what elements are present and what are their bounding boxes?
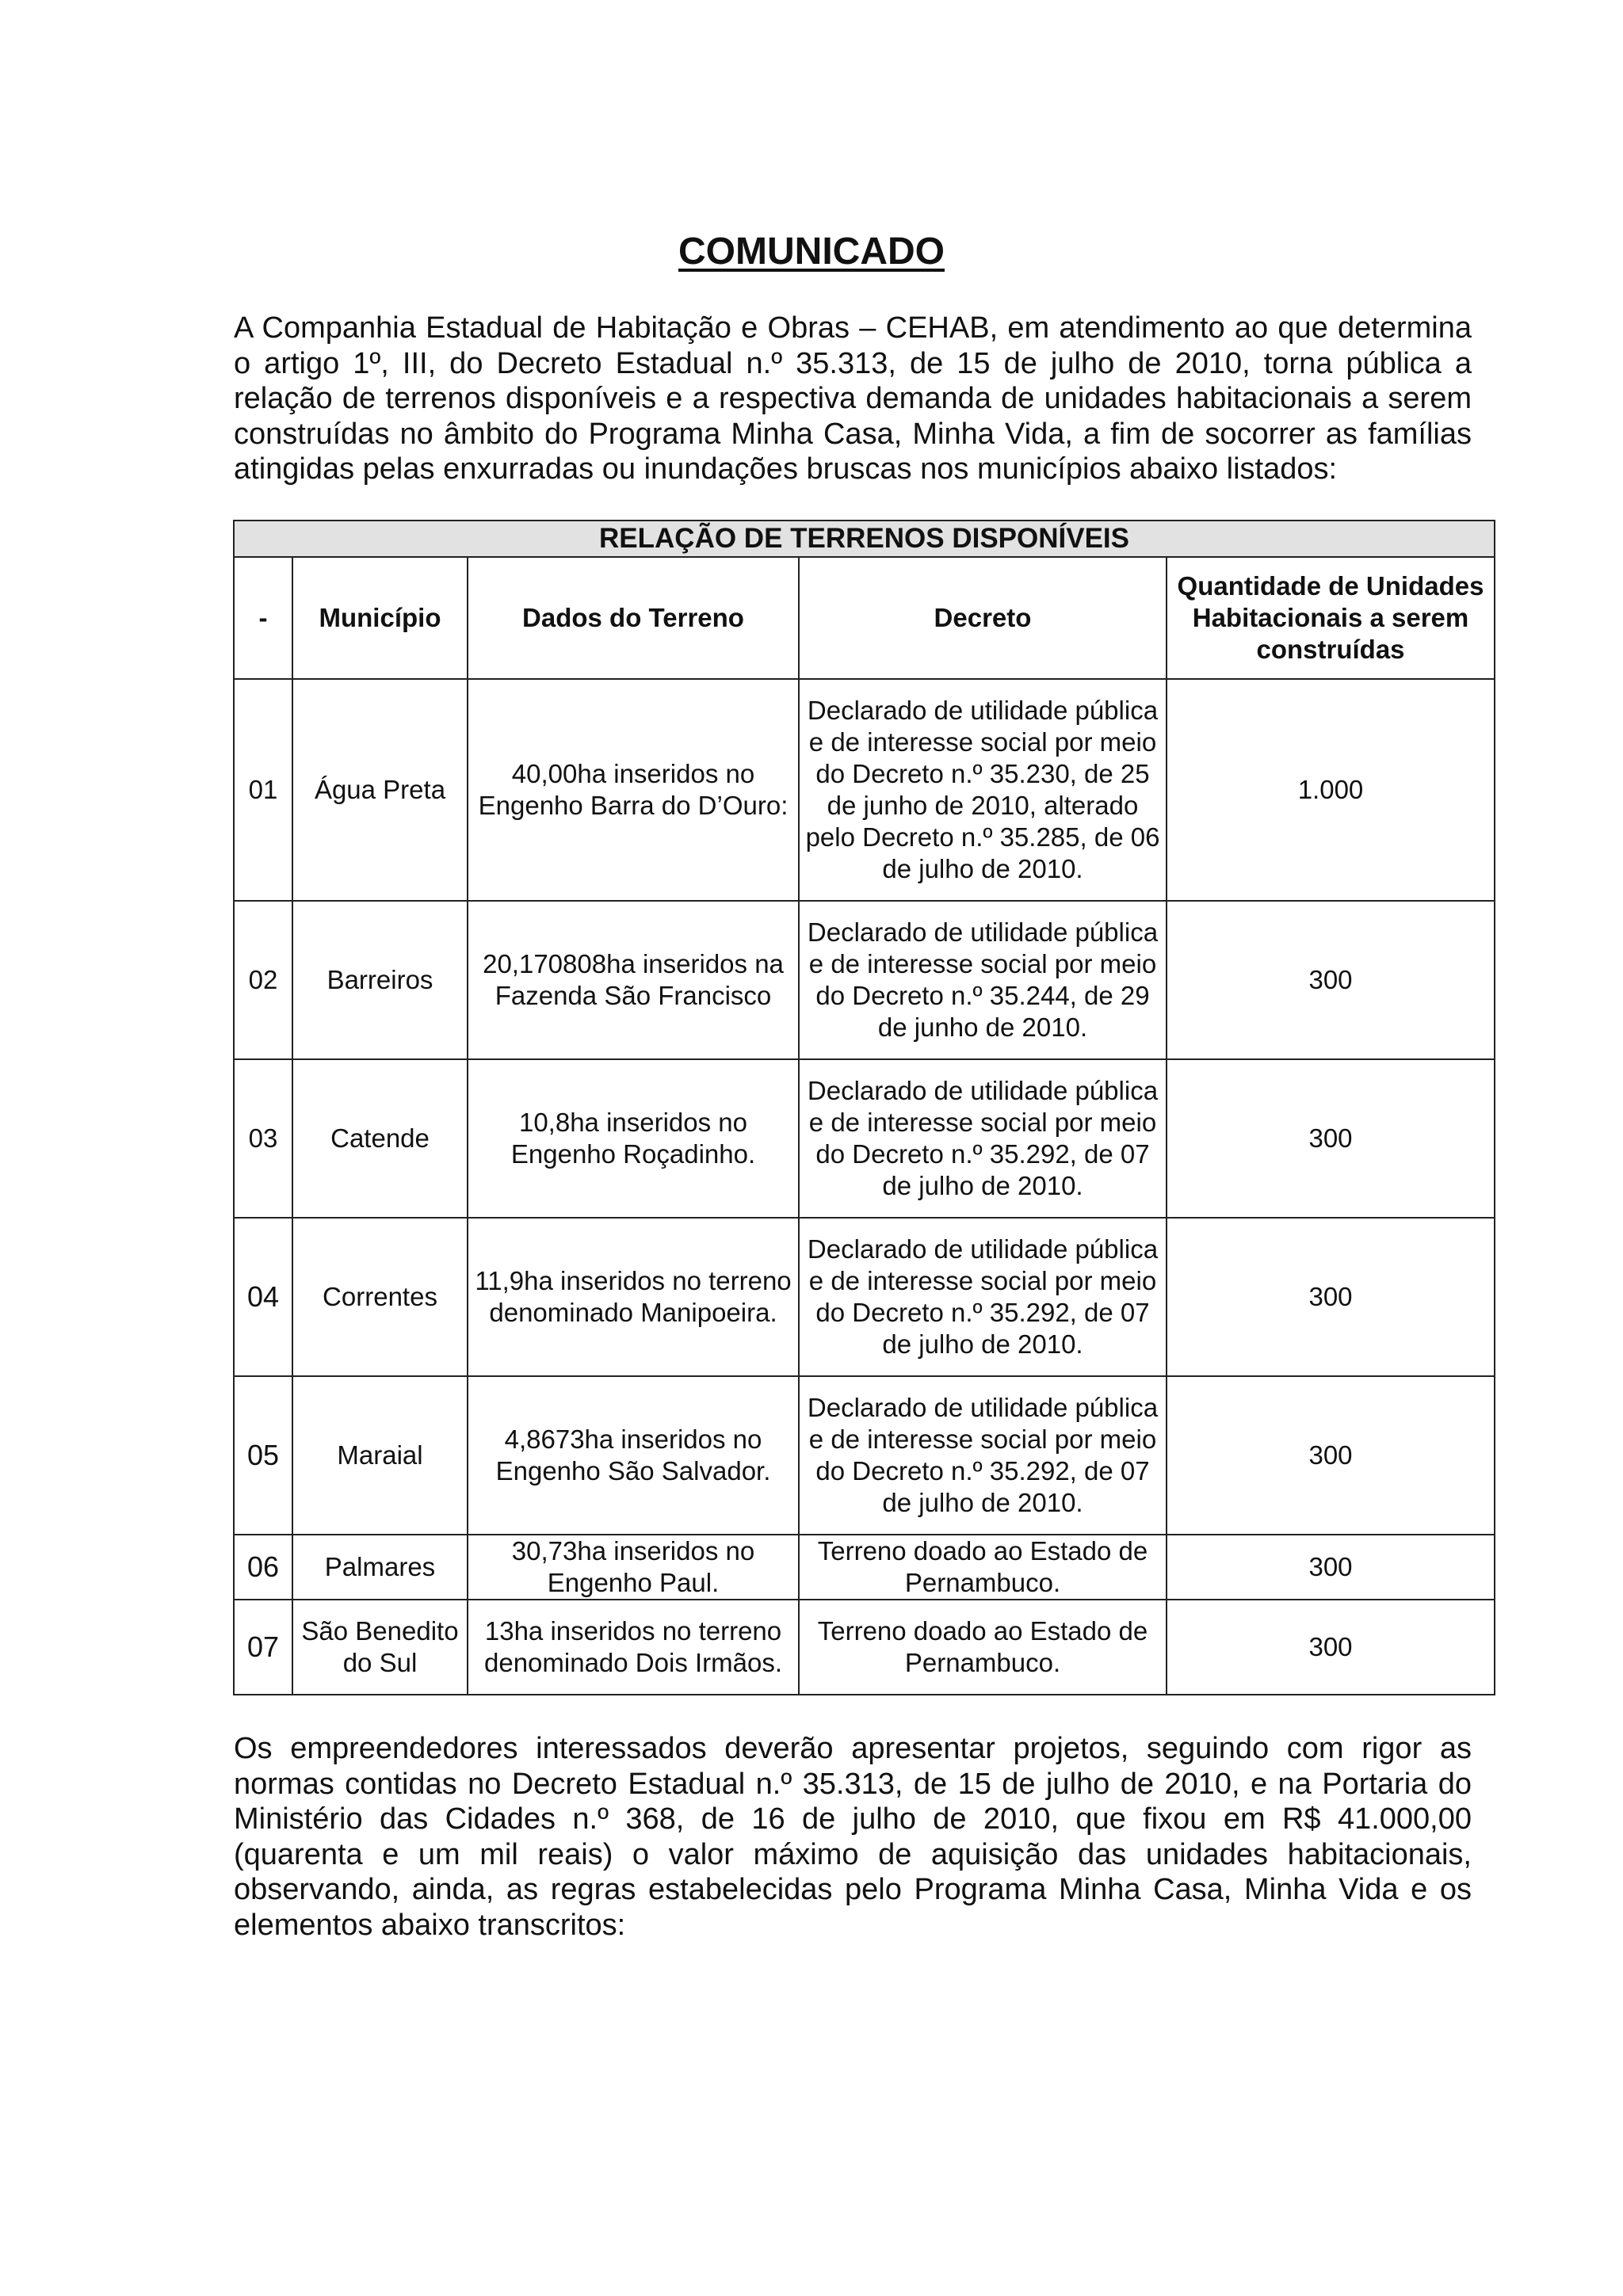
row-dados-terreno: 11,9ha inseridos no terreno denominado Manipoeira.: [468, 1218, 799, 1376]
row-number: 02: [234, 901, 292, 1059]
row-municipio: Maraial: [292, 1376, 468, 1535]
row-municipio: Água Preta: [292, 679, 468, 901]
row-dados-terreno: 4,8673ha inseridos no Engenho São Salvador.: [468, 1376, 799, 1535]
row-municipio: Barreiros: [292, 901, 468, 1059]
row-dados-terreno: 30,73ha inseridos no Engenho Paul.: [468, 1535, 799, 1600]
table-row: [234, 1600, 1495, 1695]
header-dados-terreno: Dados do Terreno: [468, 557, 799, 679]
row-quantidade: 1.000: [1167, 679, 1495, 901]
row-decreto: Declarado de utilidade pública e de interesse social por meio do Decreto n.º 35.292, de 07 de julho de 2010.: [799, 1376, 1167, 1535]
header-decreto: Decreto: [799, 557, 1167, 679]
row-quantidade: 300: [1167, 1376, 1495, 1535]
table-row: [234, 1059, 1495, 1218]
table-row: [234, 1376, 1495, 1535]
header-municipio: Município: [292, 557, 468, 679]
row-number: 01: [234, 679, 292, 901]
row-municipio: Correntes: [292, 1218, 468, 1376]
table-row: [234, 679, 1495, 901]
row-decreto: Terreno doado ao Estado de Pernambuco.: [799, 1600, 1167, 1695]
row-quantidade: 300: [1167, 1535, 1495, 1600]
row-number: 07: [234, 1600, 292, 1695]
intro-paragraph: A Companhia Estadual de Habitação e Obras – CEHAB, em atendimento ao que determina o artigo 1º, III, do Decreto Estadual n.º 35.313, de 15 de julho de 2010, torna pública a relação de terrenos disponíveis e a respectiva demanda de unidades habitacionais a serem construídas no âmbito do Programa Minha Casa, Minha Vida, a fim de socorrer as famílias atingidas pelas enxurradas ou inundações bruscas nos municípios abaixo listados:: [234, 311, 1472, 486]
row-number: 05: [234, 1376, 292, 1535]
table-row: [234, 1218, 1495, 1376]
row-quantidade: 300: [1167, 901, 1495, 1059]
header-index: -: [234, 557, 292, 679]
page-title: COMUNICADO: [678, 231, 945, 273]
row-quantidade: 300: [1167, 1218, 1495, 1376]
row-decreto: Declarado de utilidade pública e de interesse social por meio do Decreto n.º 35.244, de 29 de junho de 2010.: [799, 901, 1167, 1059]
row-dados-terreno: 20,170808ha inseridos na Fazenda São Francisco: [468, 901, 799, 1059]
table-caption: RELAÇÃO DE TERRENOS DISPONÍVEIS: [234, 521, 1495, 557]
row-dados-terreno: 10,8ha inseridos no Engenho Roçadinho.: [468, 1059, 799, 1218]
row-dados-terreno: 40,00ha inseridos no Engenho Barra do D’Ouro:: [468, 679, 799, 901]
row-dados-terreno: 13ha inseridos no terreno denominado Dois Irmãos.: [468, 1600, 799, 1695]
row-number: 03: [234, 1059, 292, 1218]
table-row: [234, 901, 1495, 1059]
table-row: [234, 1535, 1495, 1600]
row-decreto: Declarado de utilidade pública e de interesse social por meio do Decreto n.º 35.230, de 25 de junho de 2010, alterado pelo Decreto n.º 35.285, de 06 de julho de 2010.: [799, 679, 1167, 901]
row-municipio: Palmares: [292, 1535, 468, 1600]
row-municipio: São Benedito do Sul: [292, 1600, 468, 1695]
row-number: 06: [234, 1535, 292, 1600]
row-decreto: Declarado de utilidade pública e de interesse social por meio do Decreto n.º 35.292, de 07 de julho de 2010.: [799, 1059, 1167, 1218]
row-municipio: Catende: [292, 1059, 468, 1218]
terrenos-table: [233, 520, 1495, 1695]
row-decreto: Declarado de utilidade pública e de interesse social por meio do Decreto n.º 35.292, de 07 de julho de 2010.: [799, 1218, 1167, 1376]
row-quantidade: 300: [1167, 1059, 1495, 1218]
header-quantidade: Quantidade de Unidades Habitacionais a serem construídas: [1167, 557, 1495, 679]
row-number: 04: [234, 1218, 292, 1376]
row-quantidade: 300: [1167, 1600, 1495, 1695]
row-decreto: Terreno doado ao Estado de Pernambuco.: [799, 1535, 1167, 1600]
closing-paragraph: Os empreendedores interessados deverão apresentar projetos, seguindo com rigor as normas contidas no Decreto Estadual n.º 35.313, de 15 de julho de 2010, e na Portaria do Ministério das Cidades n.º 368, de 16 de julho de 2010, que fixou em R$ 41.000,00 (quarenta e um mil reais) o valor máximo de aquisição das unidades habitacionais, observando, ainda, as regras estabelecidas pelo Programa Minha Casa, Minha Vida e os elementos abaixo transcritos:: [234, 1732, 1472, 1942]
